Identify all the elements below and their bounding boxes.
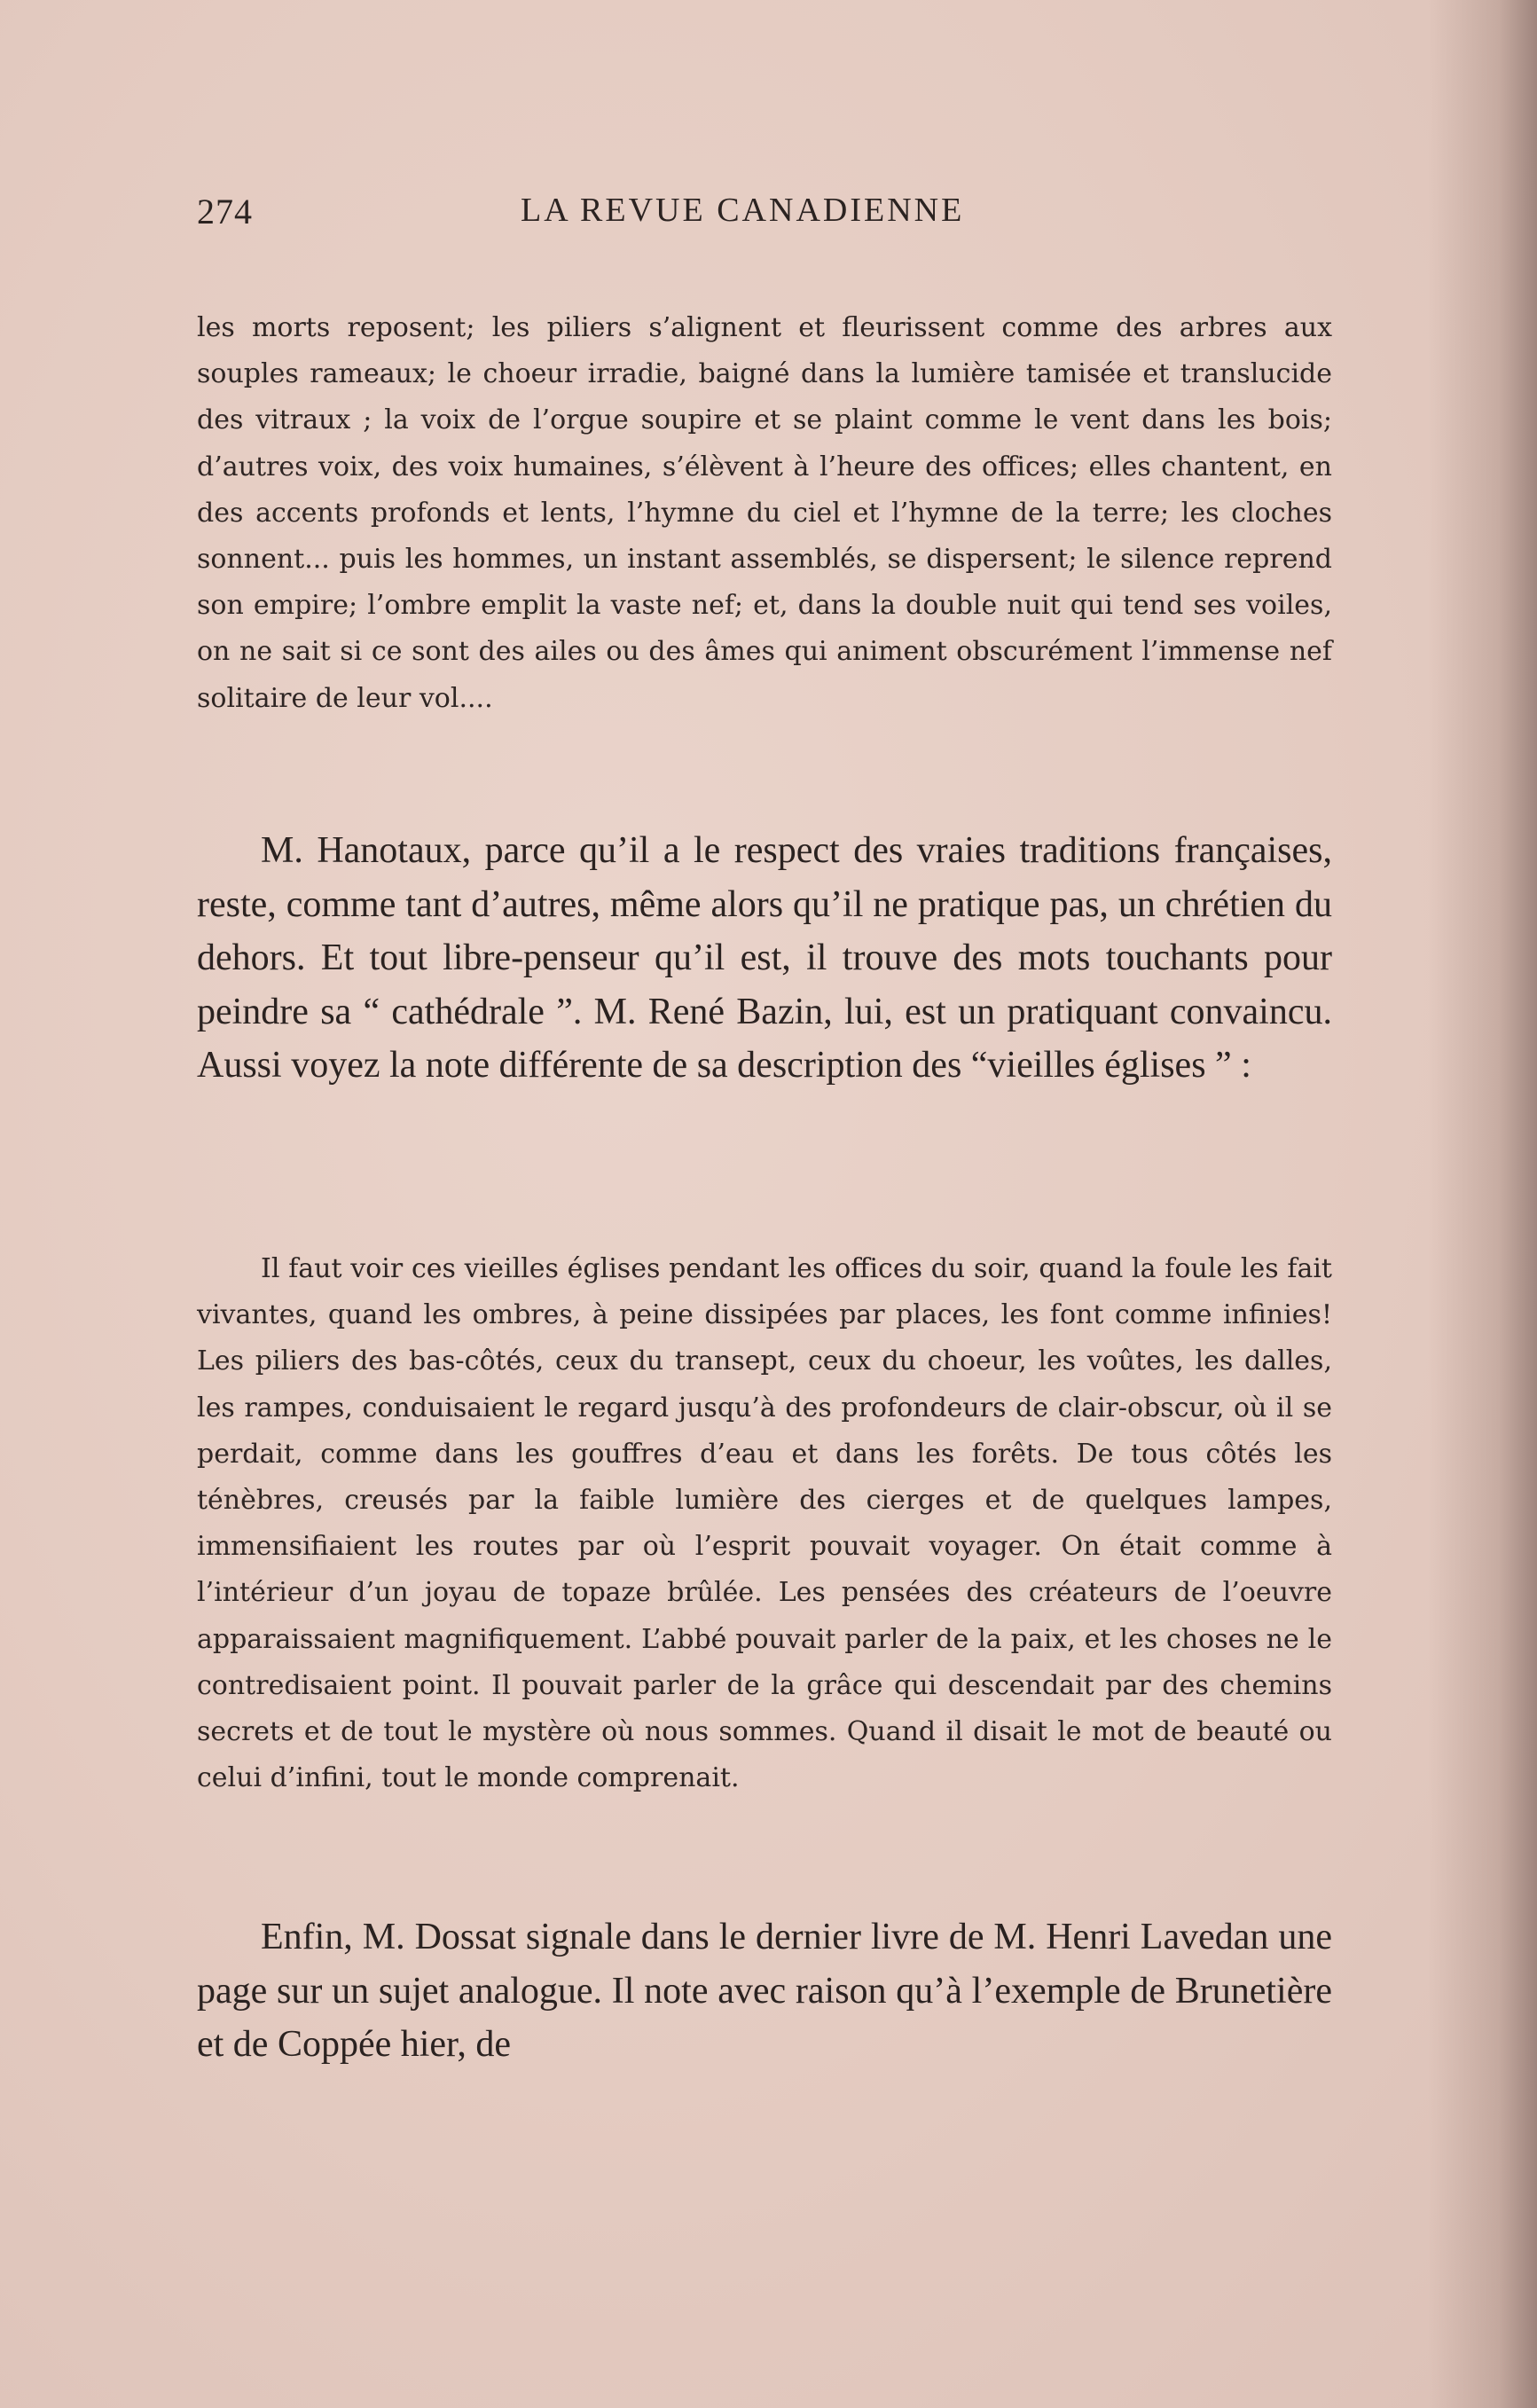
page-header — [197, 191, 1332, 240]
quotation-old-churches: Il faut voir ces vieilles églises pendant les offices du soir, quand la foule les fait vivantes, quand les ombres, à peine dissipées par places, les font comme infinies! Les piliers des bas-côtés, ceux du transept, ceux du choeur, les voûtes, les dalles, les rampes, conduisaient le regard jusqu’à des profondeurs de clair-obscur, où il se perdait, comme dans les gouffres d’eau et dans les forêts. De tous côtés les ténèbres, creusés par la faible lumière des cierges et de quelques lampes, immensifiaient les routes par où l’esprit pouvait voyager. On était comme à l’intérieur d’un joyau de topaze brûlée. Les pensées des créateurs de l’oeuvre apparaissaient magnifiquement. L’abbé pouvait parler de la paix, et les choses ne le contredisaient point. Il pouvait parler de la grâce qui descendait par des chemins secrets et de tout le mystère où nous sommes. Quand il disait le mot de beauté ou celui d’infini, tout le monde comprenait. — [197, 1253, 1332, 1794]
paragraph-hanotaux-bazin: M. Hanotaux, parce qu’il a le respect des vraies traditions françaises, reste, comme tant d’autres, même alors qu’il ne pratique pas, un chrétien du dehors. Et tout libre-penseur qu’il est, il trouve des mots touchants pour peindre sa “ cathédrale ”. M. René Bazin, lui, est un pratiquant convaincu. Aussi voyez la note différente de sa description des “vieilles églises ” : — [197, 830, 1332, 1086]
quotation-cathedral: les morts reposent; les piliers s’alignent et fleurissent comme des arbres aux souples rameaux; le choeur irradie, baigné dans la lumière tamisée et translucide des vitraux ; la voix de l’orgue soupire et se plaint comme le vent dans les bois; d’autres voix, des voix humaines, s’élèvent à l’heure des offices; elles chantent, en des accents profonds et lents, l’hymne du ciel et l’hymne de la terre; les cloches sonnent... puis les hommes, un instant assemblés, se dispersent; le silence reprend son empire; l’ombre emplit la vaste nef; et, dans la double nuit qui tend ses voiles, on ne sait si ce sont des ailes ou des âmes qui animent obscurément l’immense nef solitaire de leur vol.... — [197, 312, 1332, 714]
running-title: LA REVUE CANADIENNE — [521, 192, 965, 229]
page-number: 274 — [197, 192, 253, 231]
paragraph-dossat: Enfin, M. Dossat signale dans le dernier livre de M. Henri Lavedan une page sur un sujet analogue. Il note avec raison qu’à l’exemple de Brunetière et de Coppée hier, de — [197, 1917, 1332, 2065]
